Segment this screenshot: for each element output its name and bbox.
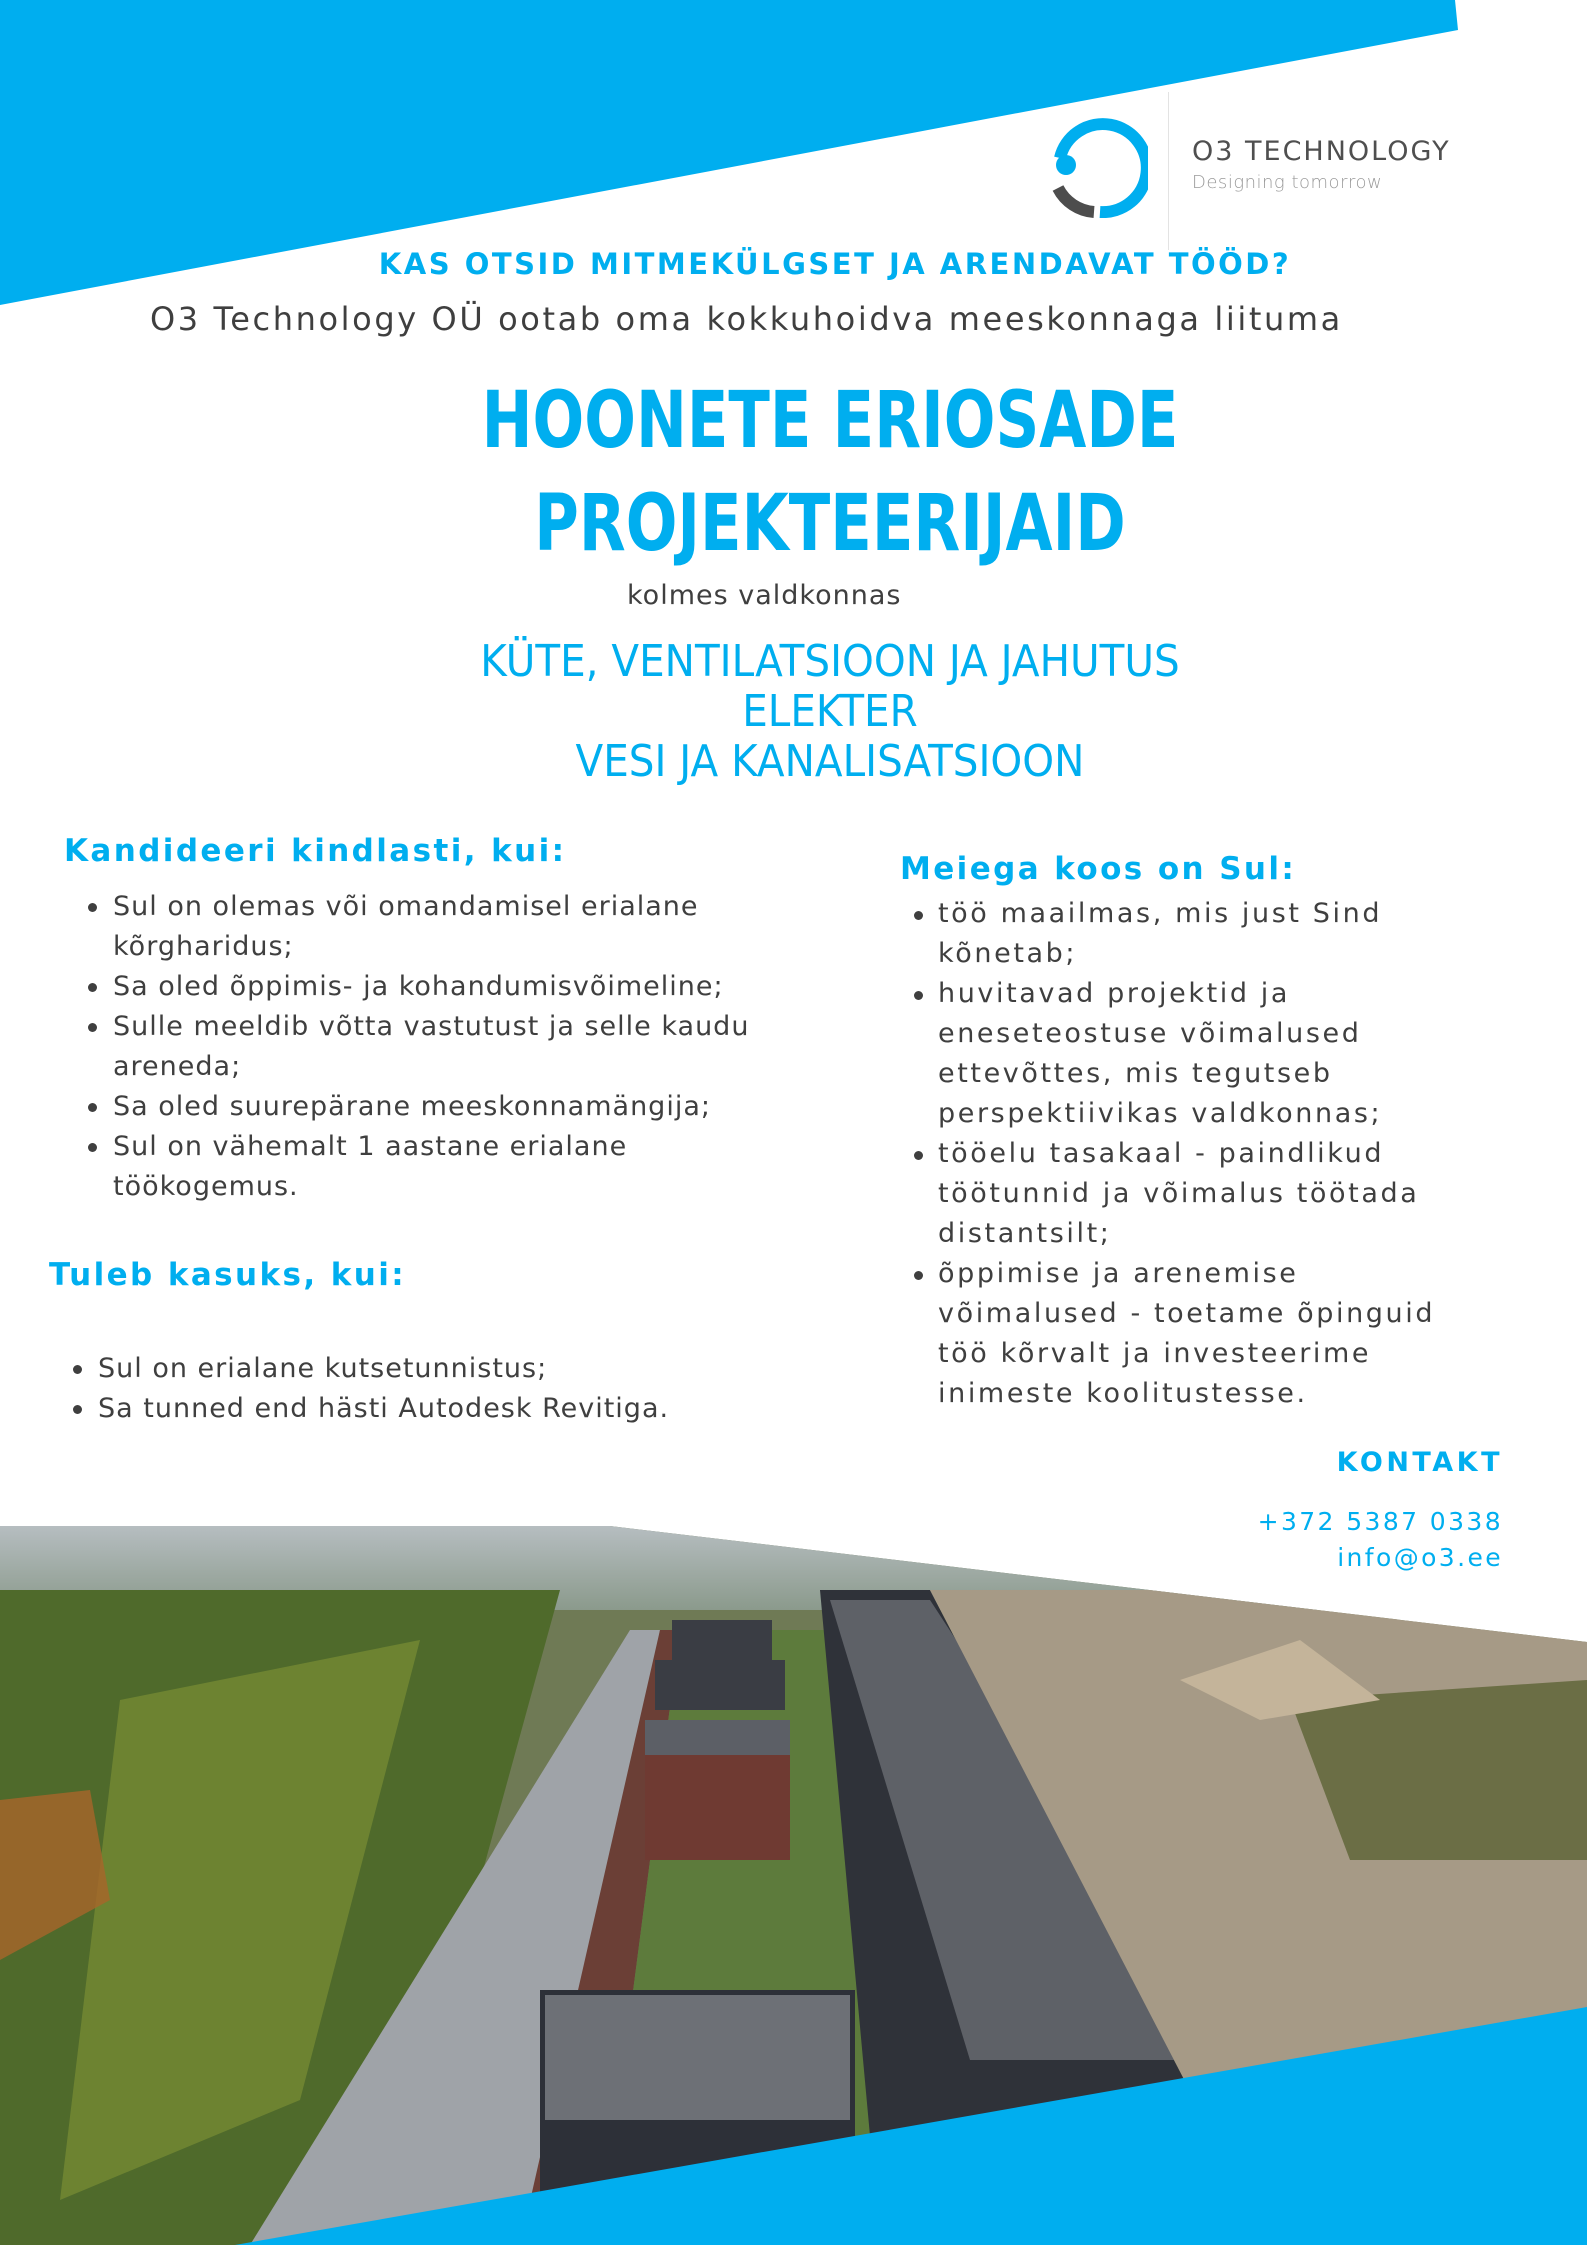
field-water: VESI JA KANALISATSIOON xyxy=(575,736,1085,787)
job-subtitle: kolmes valdkonnas xyxy=(627,580,902,611)
list-item: Sulle meeldib võtta vastutust ja selle kaudu areneda; xyxy=(113,1007,833,1087)
intro-text: O3 Technology OÜ ootab oma kokkuhoidva meeskonnaga liituma xyxy=(150,300,1343,338)
kicker-heading: KAS OTSID MITMEKÜLGSET JA ARENDAVAT TÖÖD? xyxy=(378,247,1292,281)
job-title-line-2: PROJEKTEERIJAID xyxy=(534,479,1126,569)
list-item: Sa oled õppimis- ja kohandumisvõimeline; xyxy=(113,967,833,1007)
photo-central-building-1 xyxy=(672,1620,772,1665)
list-item: tööelu tasakaal - paindlikud töötunnid ja võimalus töötada distantsilt; xyxy=(938,1134,1538,1254)
bonus-section-title: Tuleb kasuks, kui: xyxy=(49,1257,407,1293)
photo-central-roof xyxy=(645,1720,790,1755)
apply-section-title: Kandideeri kindlasti, kui: xyxy=(64,833,567,869)
list-item: Sa oled suurepärane meeskonnamängija; xyxy=(113,1087,833,1127)
photo-central-roof-2 xyxy=(545,1995,850,2120)
field-hvac: KÜTE, VENTILATSIOON JA JAHUTUS xyxy=(480,636,1180,687)
list-item: Sul on vähemalt 1 aastane erialane töökogemus. xyxy=(113,1127,833,1207)
field-electrical: ELEKTER xyxy=(742,686,918,737)
offer-section-title: Meiega koos on Sul: xyxy=(900,851,1297,887)
list-item: Sa tunned end hästi Autodesk Revitiga. xyxy=(98,1389,818,1429)
job-title-line-1: HOONETE ERIOSADE xyxy=(481,376,1179,466)
contact-email-link[interactable]: info@o3.ee xyxy=(1337,1543,1503,1572)
brand-name: O3 TECHNOLOGY xyxy=(1192,136,1451,167)
list-item: õppimise ja arenemise võimalused - toetame õpinguid töö kõrvalt ja investeerime inimeste koolitustesse. xyxy=(938,1254,1538,1414)
contact-phone-link[interactable]: +372 5387 0338 xyxy=(1257,1507,1503,1536)
list-item: huvitavad projektid ja eneseteostuse võimalused ettevõttes, mis tegutseb perspektiivikas valdkonnas; xyxy=(938,974,1538,1134)
list-item: töö maailmas, mis just Sind kõnetab; xyxy=(938,894,1538,974)
brand-tagline: Designing tomorrow xyxy=(1192,172,1383,193)
list-item: Sul on olemas või omandamisel erialane kõrgharidus; xyxy=(113,887,833,967)
list-item: Sul on erialane kutsetunnistus; xyxy=(98,1349,818,1389)
contact-title: KONTAKT xyxy=(1336,1447,1503,1478)
photo-central-building-2 xyxy=(655,1660,785,1710)
